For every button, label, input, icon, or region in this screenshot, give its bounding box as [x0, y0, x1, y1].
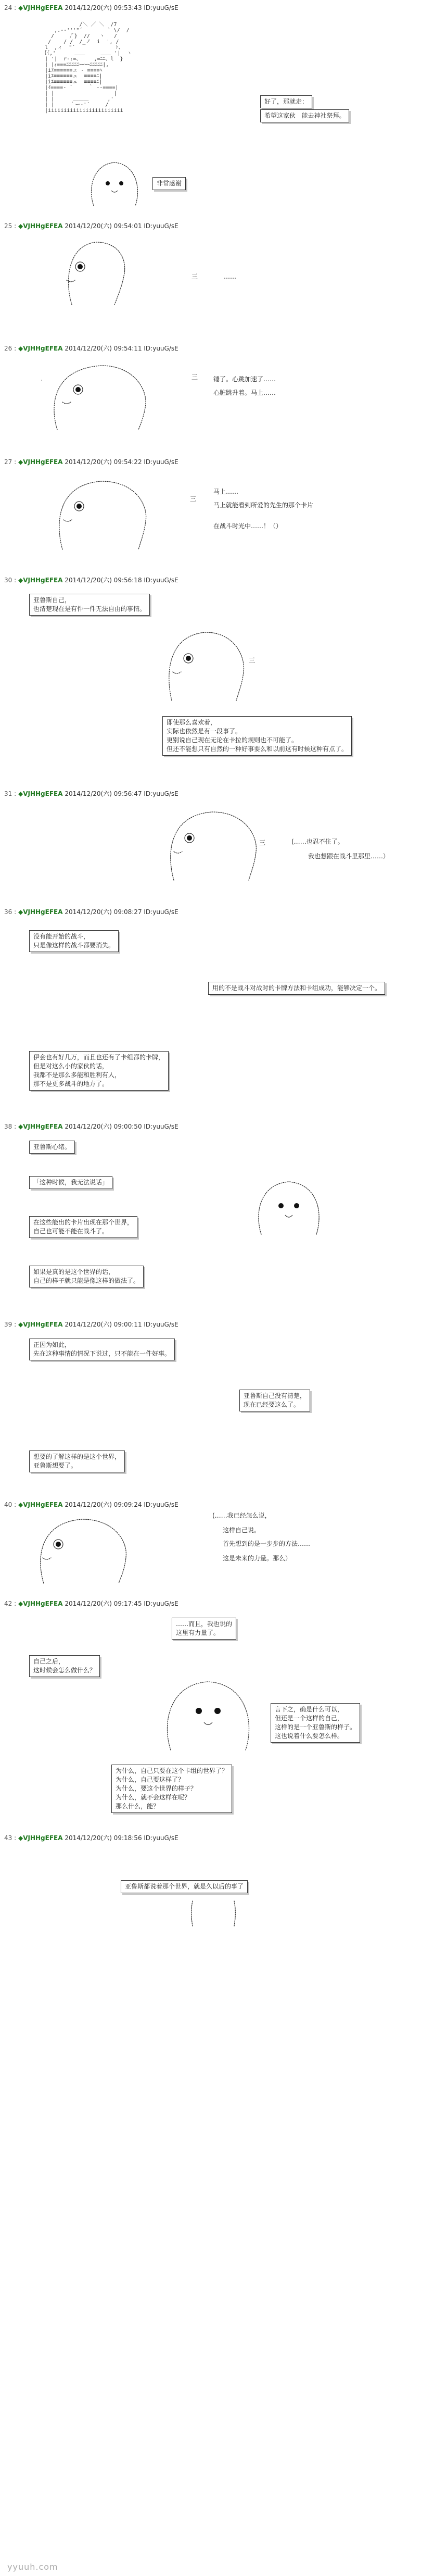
- post-header: 26 : ◆VJHHgEFEA 2014/12/20(六) 09:54:11 ID:yuuG/sE: [4, 345, 178, 352]
- blob-character: [83, 156, 146, 208]
- dialogue-text: 首先想到的是一步步的方法……: [223, 1540, 311, 1547]
- post-header: 25 : ◆VJHHgEFEA 2014/12/20(六) 09:54:01 ID:yuuG/sE: [4, 222, 178, 230]
- dialogue-bubble: 非常感谢: [152, 177, 186, 190]
- sound-effect: 三: [191, 273, 198, 280]
- post-header: 39 : ◆VJHHgEFEA 2014/12/20(六) 09:00:11 ID:yuuG/sE: [4, 1321, 178, 1328]
- post-header: 43 : ◆VJHHgEFEA 2014/12/20(六) 09:18:56 ID:yuuG/sE: [4, 1834, 178, 1842]
- narration-box: 言下之，确是什么可以， 但还是一个这样的自己， 这样的是一个亚鲁斯的样子。 这也说着什么要怎么样。: [271, 1703, 360, 1743]
- post-header: [4, 3, 178, 12]
- dialogue-text: 在战斗时光中……！（）: [213, 522, 283, 530]
- narration-box: 「这种时候，我无法说话」: [29, 1176, 112, 1189]
- post-meta: 2014/12/20(六) 09:53:43 ID:yuuG/sE: [65, 4, 178, 11]
- poster-name[interactable]: ◆VJHHgEFEA: [18, 1123, 63, 1130]
- narration-box: 用的不是战斗对战时的卡牌方法和卡组成功，能够决定一个。: [208, 982, 385, 995]
- watermark: yyuuh.com: [7, 2562, 58, 2572]
- sound-effect: 三: [190, 495, 197, 503]
- dialogue-text: 这是未来的力量。那么）: [223, 1555, 292, 1562]
- blob-character-profile: [21, 359, 177, 432]
- dialogue-text: 马上……: [213, 488, 239, 495]
- narration-box: 如果是真的是这个世界的话， 自己的样子就只能是像这样的做法了。: [29, 1266, 144, 1287]
- post-header: 30 : ◆VJHHgEFEA 2014/12/20(六) 09:56:18 ID:yuuG/sE: [4, 577, 178, 584]
- poster-name[interactable]: ◆VJHHgEFEA: [18, 1834, 63, 1842]
- narration-box: 在这些能出的卡片出现在那个世界， 自己也可能不能在战斗了。: [29, 1216, 137, 1238]
- blob-character-profile: [26, 1513, 141, 1586]
- dialogue-text: 马上就能看到所爱的先生的那个卡片: [213, 502, 314, 509]
- dialogue-text: 锤了。心跳加速了……: [213, 376, 276, 383]
- poster-name[interactable]: ◆VJHHgEFEA: [18, 4, 63, 11]
- post-header: 31 : ◆VJHHgEFEA 2014/12/20(六) 09:56:47 ID:yuuG/sE: [4, 790, 178, 797]
- dialogue-bubble: 希望这家伙 能去神社祭拜。: [260, 109, 349, 122]
- post-header: 40 : ◆VJHHgEFEA 2014/12/20(六) 09:09:24 ID:yuuG/sE: [4, 1501, 178, 1508]
- narration-box: 亚鲁斯心绪。: [29, 1141, 75, 1154]
- poster-name[interactable]: ◆VJHHgEFEA: [18, 1600, 63, 1607]
- post-header: 38 : ◆VJHHgEFEA 2014/12/20(六) 09:00:50 ID:yuuG/sE: [4, 1123, 178, 1130]
- post-header: 27 : ◆VJHHgEFEA 2014/12/20(六) 09:54:22 ID:yuuG/sE: [4, 458, 178, 466]
- post-number: 24 :: [4, 4, 17, 11]
- post-header: 36 : ◆VJHHgEFEA 2014/12/20(六) 09:08:27 ID:yuuG/sE: [4, 908, 178, 916]
- blob-character-profile: [57, 234, 130, 307]
- blob-character-profile: [156, 805, 271, 883]
- sound-effect: 三: [191, 373, 198, 381]
- narration-box: 亚鲁斯自己， 也清楚现在是有件一件无法自由的事情。: [29, 594, 150, 616]
- blob-character-profile: [42, 474, 167, 552]
- dialogue-text: 我也想跟在战斗里那里……）: [308, 853, 390, 860]
- narration-box: 为什么，自己只要在这个卡组的世界了？ 为什么，自己要这样了？ 为什么，要这个世界的样子？ 为什么，就不会这样在呢？ 那么什么，能？: [111, 1765, 232, 1813]
- narration-box: 正因为如此， 先在这种事情的情况下说过，只不能在一件好事。: [29, 1339, 175, 1360]
- narration-box: ……而且，我也说的 这里有力量了。: [172, 1618, 236, 1640]
- blob-character: [250, 1174, 328, 1237]
- blob-character-partial: [182, 1896, 245, 1927]
- poster-name[interactable]: ◆VJHHgEFEA: [18, 577, 63, 584]
- dialogue-bubble: 好了，那就走：: [260, 95, 312, 108]
- dialogue-text: 心脏跳升着。马上……: [213, 389, 276, 396]
- ascii-art-character: /＼ ／ ＼ /7 ,.-‐'''"´ ` \/ / / /ﾞ} // ヽ / / / / /_ノ i ', / l ,ィ "´ ﾄ、 ｛｛,' ＿＿ ＿＿ '| ヽ | '| r‐:=、 ,=ﾆﾆ、l } | |ｨ===ﾆﾆﾆﾆﾆｰｰｰｰﾆﾆﾆﾆﾆ|, |iｴ≡≡≡≡≡≡ェ ‐ ≡≡≡≡ﾍ |iｴ≡≡≡≡≡≡ェ ≡≡≡≡ﾆ| |iｴ≡≡≡≡≡≡ェ ≡≡≡≡ﾆ| |ｲ====‐ ´ ｀ ‐-====| | | | | | ＿＿＿ ,' | | ｀ー‐'´ / |iiiiiiiiiiiiiiiiiiiiiiii: [42, 22, 132, 114]
- narration-box: 没有能开始的战斗， 只是像这样的战斗都要消失。: [29, 930, 119, 952]
- poster-name[interactable]: ◆VJHHgEFEA: [18, 908, 63, 916]
- narration-box: 亚鲁斯都说着那个世界，就是久以后的事了: [121, 1880, 248, 1893]
- narration-box: 伊会也有好几万，而且也还有了卡组都的卡牌， 但是对这么小的家伙的话， 我都不是那么多能和胜利有人， 那不是更多战斗的地方了。: [29, 1051, 169, 1091]
- sound-effect: 三: [259, 839, 266, 846]
- narration-box: 自己之后， 这时候会怎么做什么？: [29, 1655, 100, 1677]
- post-header: 42 : ◆VJHHgEFEA 2014/12/20(六) 09:17:45 ID:yuuG/sE: [4, 1600, 178, 1607]
- poster-name[interactable]: ◆VJHHgEFEA: [18, 1501, 63, 1508]
- narration-box: 想要的了解这样的是这个世界， 亚鲁斯想要了。: [29, 1450, 125, 1472]
- dialogue-text: ……: [224, 273, 236, 280]
- poster-name[interactable]: ◆VJHHgEFEA: [18, 345, 63, 352]
- poster-name[interactable]: ◆VJHHgEFEA: [18, 222, 63, 230]
- dialogue-text: 这样自己说。: [223, 1527, 261, 1534]
- blob-character-profile: [156, 625, 250, 703]
- poster-name[interactable]: ◆VJHHgEFEA: [18, 1321, 63, 1328]
- narration-box: 即使那么喜欢着， 实际也依然是有一段事了。 更别说自己现在无论在卡拉的规则也不可能了。 但还不能想只有自然的一种好事要么和以前这有时候这种有点了。: [162, 716, 352, 756]
- poster-name[interactable]: ◆VJHHgEFEA: [18, 790, 63, 797]
- dialogue-text: (……也忍不住了。: [291, 838, 344, 845]
- narration-box: 亚鲁斯自己没有清楚， 现在已经要这么了。: [239, 1390, 310, 1411]
- sound-effect: 三: [249, 657, 256, 664]
- blob-character: [156, 1674, 260, 1753]
- poster-name[interactable]: ◆VJHHgEFEA: [18, 458, 63, 466]
- dialogue-text: (……我已经怎么说，: [212, 1512, 271, 1519]
